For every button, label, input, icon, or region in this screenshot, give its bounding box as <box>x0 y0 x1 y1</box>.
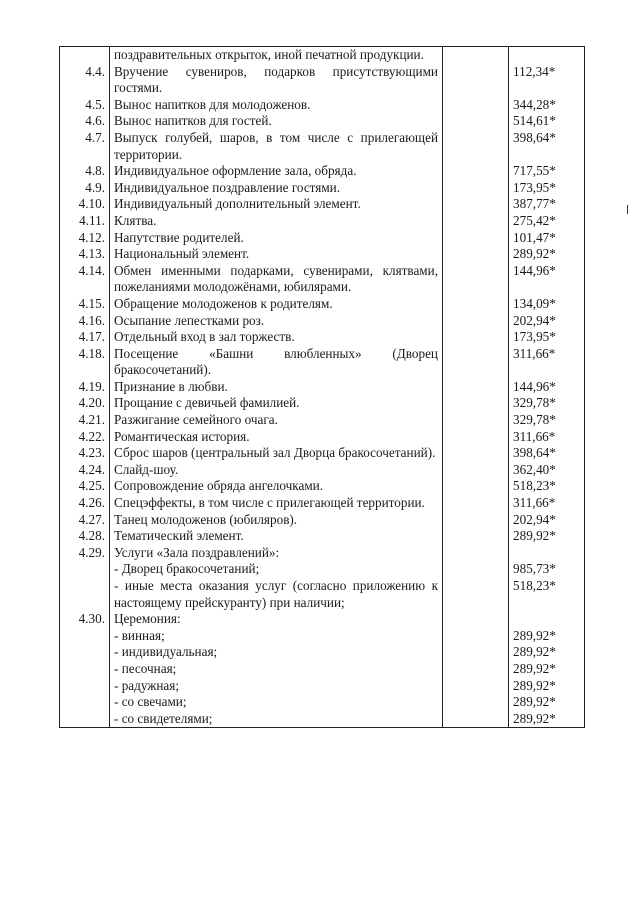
item-number: 4.20. <box>60 395 110 412</box>
empty-cell <box>443 213 509 230</box>
empty-cell <box>443 561 509 578</box>
table-row <box>60 478 585 495</box>
item-number: 4.17. <box>60 329 110 346</box>
table-row <box>60 412 585 429</box>
item-number: 4.8. <box>60 163 110 180</box>
table-row <box>60 346 585 379</box>
service-price: 387,77* <box>509 196 585 213</box>
table-row <box>60 545 585 562</box>
service-price: 101,47* <box>509 230 585 247</box>
service-name: Осыпание лепестками роз. <box>110 313 443 330</box>
service-name: - песочная; <box>110 661 443 678</box>
service-price: 398,64* <box>509 445 585 462</box>
service-price: 344,28* <box>509 97 585 114</box>
empty-cell <box>443 711 509 728</box>
service-price: 134,09* <box>509 296 585 313</box>
item-number: 4.28. <box>60 528 110 545</box>
service-name: Обращение молодоженов к родителям. <box>110 296 443 313</box>
item-number <box>60 578 110 611</box>
table-row <box>60 296 585 313</box>
item-number: 4.16. <box>60 313 110 330</box>
table-row <box>60 130 585 163</box>
service-price: 329,78* <box>509 395 585 412</box>
item-number <box>60 694 110 711</box>
service-name: Прощание с девичьей фамилией. <box>110 395 443 412</box>
service-price: 311,66* <box>509 346 585 379</box>
empty-cell <box>443 528 509 545</box>
service-name: - радужная; <box>110 678 443 695</box>
item-number: 4.7. <box>60 130 110 163</box>
service-price: 144,96* <box>509 263 585 296</box>
empty-cell <box>443 678 509 695</box>
margin-mark <box>627 205 628 214</box>
empty-cell <box>443 163 509 180</box>
service-price: 289,92* <box>509 628 585 645</box>
service-name: Слайд-шоу. <box>110 462 443 479</box>
service-price: 518,23* <box>509 578 585 611</box>
item-number: 4.14. <box>60 263 110 296</box>
service-price <box>509 611 585 628</box>
service-price: 173,95* <box>509 180 585 197</box>
service-name: - винная; <box>110 628 443 645</box>
empty-cell <box>443 196 509 213</box>
service-price: 311,66* <box>509 429 585 446</box>
empty-cell <box>443 97 509 114</box>
service-name: Вынос напитков для гостей. <box>110 113 443 130</box>
service-price: 202,94* <box>509 512 585 529</box>
item-number <box>60 661 110 678</box>
table-row <box>60 495 585 512</box>
item-number: 4.9. <box>60 180 110 197</box>
service-price: 112,34* <box>509 64 585 97</box>
table-row <box>60 97 585 114</box>
service-name: Тематический элемент. <box>110 528 443 545</box>
empty-cell <box>443 296 509 313</box>
empty-cell <box>443 495 509 512</box>
empty-cell <box>443 661 509 678</box>
table-row <box>60 246 585 263</box>
service-price <box>509 47 585 64</box>
empty-cell <box>443 263 509 296</box>
item-number: 4.6. <box>60 113 110 130</box>
service-price: 289,92* <box>509 644 585 661</box>
item-number: 4.25. <box>60 478 110 495</box>
table-row <box>60 711 585 728</box>
table-row <box>60 644 585 661</box>
table-row <box>60 611 585 628</box>
table-row <box>60 661 585 678</box>
empty-cell <box>443 628 509 645</box>
service-name: Напутствие родителей. <box>110 230 443 247</box>
item-number: 4.10. <box>60 196 110 213</box>
item-number: 4.11. <box>60 213 110 230</box>
table-row <box>60 180 585 197</box>
item-number: 4.27. <box>60 512 110 529</box>
table-row <box>60 64 585 97</box>
table-row <box>60 395 585 412</box>
service-price: 717,55* <box>509 163 585 180</box>
service-name: - со свечами; <box>110 694 443 711</box>
table-row <box>60 678 585 695</box>
price-list-table <box>59 46 585 728</box>
item-number: 4.13. <box>60 246 110 263</box>
service-price: 289,92* <box>509 711 585 728</box>
empty-cell <box>443 180 509 197</box>
service-name: - Дворец бракосочетаний; <box>110 561 443 578</box>
item-number: 4.5. <box>60 97 110 114</box>
empty-cell <box>443 644 509 661</box>
table-row <box>60 113 585 130</box>
service-price: 329,78* <box>509 412 585 429</box>
price-list-body <box>60 47 585 728</box>
service-price: 518,23* <box>509 478 585 495</box>
item-number: 4.18. <box>60 346 110 379</box>
item-number <box>60 628 110 645</box>
service-name: Церемония: <box>110 611 443 628</box>
service-price: 289,92* <box>509 246 585 263</box>
table-row <box>60 694 585 711</box>
item-number: 4.12. <box>60 230 110 247</box>
service-price: 173,95* <box>509 329 585 346</box>
service-name: Национальный элемент. <box>110 246 443 263</box>
service-price: 985,73* <box>509 561 585 578</box>
item-number: 4.23. <box>60 445 110 462</box>
table-row <box>60 561 585 578</box>
table-row <box>60 47 585 64</box>
service-name: Индивидуальное оформление зала, обряда. <box>110 163 443 180</box>
table-row <box>60 163 585 180</box>
service-price: 144,96* <box>509 379 585 396</box>
table-row <box>60 213 585 230</box>
service-price: 289,92* <box>509 528 585 545</box>
service-name: Посещение «Башни влюбленных» (Дворец бракосочетаний). <box>110 346 443 379</box>
empty-cell <box>443 47 509 64</box>
service-name: Сопровождение обряда ангелочками. <box>110 478 443 495</box>
table-row <box>60 445 585 462</box>
item-number: 4.26. <box>60 495 110 512</box>
service-name: Признание в любви. <box>110 379 443 396</box>
service-price: 514,61* <box>509 113 585 130</box>
table-row <box>60 329 585 346</box>
empty-cell <box>443 478 509 495</box>
service-name: поздравительных открыток, иной печатной продукции. <box>110 47 443 64</box>
service-price: 311,66* <box>509 495 585 512</box>
empty-cell <box>443 113 509 130</box>
empty-cell <box>443 611 509 628</box>
table-row <box>60 196 585 213</box>
empty-cell <box>443 230 509 247</box>
table-row <box>60 462 585 479</box>
service-price <box>509 545 585 562</box>
service-price: 289,92* <box>509 678 585 695</box>
empty-cell <box>443 329 509 346</box>
table-row <box>60 313 585 330</box>
service-price: 398,64* <box>509 130 585 163</box>
empty-cell <box>443 346 509 379</box>
service-name: Отдельный вход в зал торжеств. <box>110 329 443 346</box>
service-name: Индивидуальный дополнительный элемент. <box>110 196 443 213</box>
table-row <box>60 628 585 645</box>
service-price: 289,92* <box>509 661 585 678</box>
empty-cell <box>443 246 509 263</box>
service-name: Танец молодоженов (юбиляров). <box>110 512 443 529</box>
service-name: Обмен именными подарками, сувенирами, клятвами, пожеланиями молодожёнами, юбилярами. <box>110 263 443 296</box>
empty-cell <box>443 412 509 429</box>
item-number: 4.15. <box>60 296 110 313</box>
service-name: Вручение сувениров, подарков присутствующими гостями. <box>110 64 443 97</box>
empty-cell <box>443 694 509 711</box>
empty-cell <box>443 512 509 529</box>
service-price: 289,92* <box>509 694 585 711</box>
service-name: Сброс шаров (центральный зал Дворца бракосочетаний). <box>110 445 443 462</box>
item-number: 4.30. <box>60 611 110 628</box>
service-price: 202,94* <box>509 313 585 330</box>
empty-cell <box>443 64 509 97</box>
empty-cell <box>443 445 509 462</box>
table-row <box>60 429 585 446</box>
item-number: 4.24. <box>60 462 110 479</box>
empty-cell <box>443 379 509 396</box>
table-row <box>60 528 585 545</box>
item-number: 4.21. <box>60 412 110 429</box>
empty-cell <box>443 578 509 611</box>
service-name: - индивидуальная; <box>110 644 443 661</box>
service-name: Услуги «Зала поздравлений»: <box>110 545 443 562</box>
table-row <box>60 263 585 296</box>
service-name: - со свидетелями; <box>110 711 443 728</box>
empty-cell <box>443 545 509 562</box>
service-price: 362,40* <box>509 462 585 479</box>
item-number <box>60 47 110 64</box>
item-number <box>60 678 110 695</box>
service-name: Спецэффекты, в том числе с прилегающей территории. <box>110 495 443 512</box>
item-number <box>60 644 110 661</box>
service-name: Индивидуальное поздравление гостями. <box>110 180 443 197</box>
service-name: Клятва. <box>110 213 443 230</box>
table-row <box>60 230 585 247</box>
table-row <box>60 578 585 611</box>
service-name: - иные места оказания услуг (согласно приложению к настоящему прейскуранту) при наличии; <box>110 578 443 611</box>
service-name: Романтическая история. <box>110 429 443 446</box>
table-row <box>60 379 585 396</box>
empty-cell <box>443 429 509 446</box>
table-row <box>60 512 585 529</box>
empty-cell <box>443 395 509 412</box>
item-number: 4.29. <box>60 545 110 562</box>
service-name: Разжигание семейного очага. <box>110 412 443 429</box>
empty-cell <box>443 462 509 479</box>
service-name: Выпуск голубей, шаров, в том числе с прилегающей территории. <box>110 130 443 163</box>
empty-cell <box>443 130 509 163</box>
service-name: Вынос напитков для молодоженов. <box>110 97 443 114</box>
item-number: 4.4. <box>60 64 110 97</box>
item-number: 4.22. <box>60 429 110 446</box>
empty-cell <box>443 313 509 330</box>
item-number: 4.19. <box>60 379 110 396</box>
item-number <box>60 711 110 728</box>
service-price: 275,42* <box>509 213 585 230</box>
item-number <box>60 561 110 578</box>
